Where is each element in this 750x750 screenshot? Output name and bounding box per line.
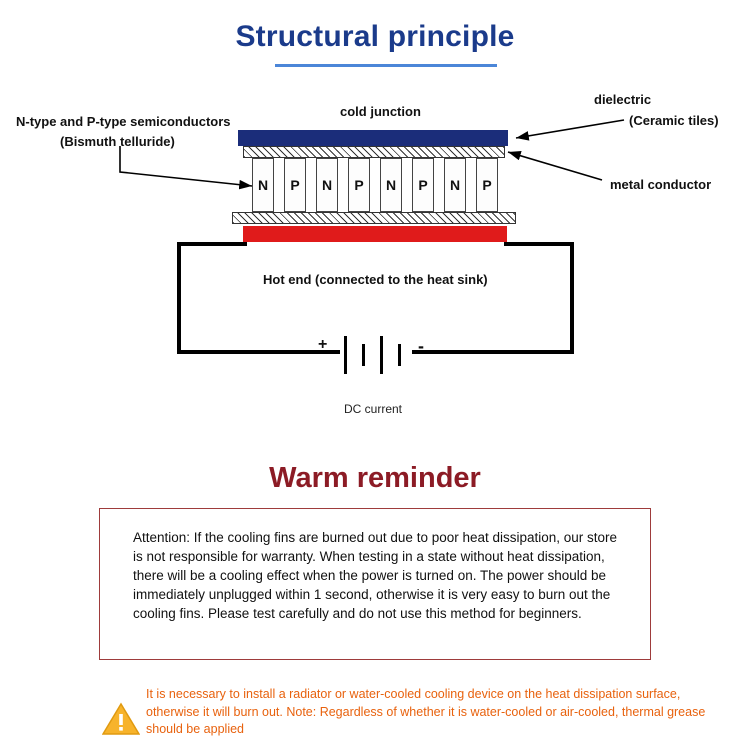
circuit-wire-top-right (504, 242, 574, 246)
circuit-wire-bottom-left (177, 350, 340, 354)
label-metal-conductor: metal conductor (610, 177, 712, 192)
bottom-metal-conductor-strip (232, 212, 516, 224)
pellet: P (284, 158, 306, 212)
battery-plate (344, 336, 347, 374)
pellet: N (316, 158, 338, 212)
top-metal-conductor-strip (243, 146, 505, 158)
battery-negative-label: - (418, 336, 424, 356)
circuit-wire-bottom-right (412, 350, 574, 354)
pellet: N (252, 158, 274, 212)
label-hot-end: Hot end (connected to the heat sink) (263, 272, 488, 287)
warning-triangle-icon (102, 702, 140, 736)
cold-side-plate (238, 130, 508, 146)
warm-reminder-heading: Warm reminder (269, 462, 481, 494)
circuit-wire-left (177, 242, 181, 354)
label-dc-current: DC current (344, 402, 403, 416)
pellet: N (444, 158, 466, 212)
label-cold-junction: cold junction (340, 104, 421, 119)
title-underline (275, 64, 497, 67)
notice-text: Attention: If the cooling fins are burned out due to poor heat dissipation, our store is not responsible for warranty. When testing in a state without heat dissipation, there will be a cooling effect when the power is turned on. The power should be immediately unplugged within 1 second, otherwise it is very easy to burn out the cooling fins. Please test carefully and do not use this method for beginners. (133, 530, 618, 621)
page-title: Structural principle (235, 20, 515, 53)
battery-symbol (340, 332, 412, 374)
pellet: P (476, 158, 498, 212)
label-ceramic-tiles: (Ceramic tiles) (629, 113, 719, 128)
pellet: P (412, 158, 434, 212)
warning-text: It is necessary to install a radiator or water-cooled cooling device on the heat dissipation surface, otherwise it will burn out. Note: Regardless of whether it is water-cooled or air-cooled, thermal grease should be applied (146, 687, 706, 736)
label-dielectric: dielectric (594, 92, 652, 107)
structural-diagram (0, 82, 750, 442)
label-semiconductors: N-type and P-type semiconductors (16, 114, 231, 129)
label-bismuth-telluride: (Bismuth telluride) (60, 134, 175, 149)
circuit-wire-top-left (177, 242, 247, 246)
battery-plate (362, 344, 365, 366)
hot-side-plate (243, 226, 507, 242)
pellet: N (380, 158, 402, 212)
pellet: P (348, 158, 370, 212)
circuit-wire-right (570, 242, 574, 354)
semiconductor-pellet-row (252, 158, 498, 212)
battery-plate (380, 336, 383, 374)
battery-positive-label: + (318, 336, 328, 353)
battery-plate (398, 344, 401, 366)
